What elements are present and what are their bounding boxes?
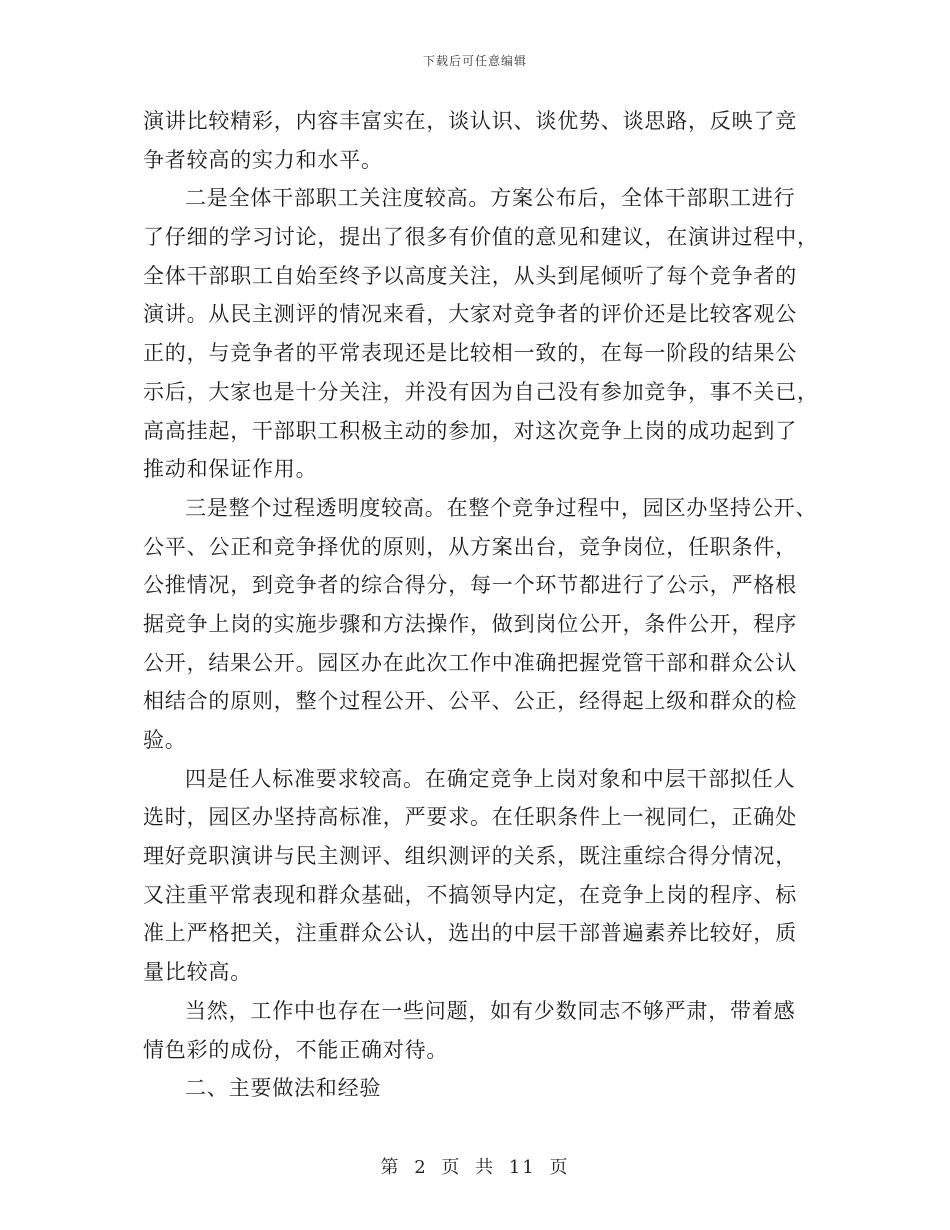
text-line: 验。 <box>143 728 187 752</box>
paragraph-start-line: 三是整个过程透明度较高。在整个竞争过程中，园区办坚持公开、 <box>185 495 818 520</box>
page-header: 下载后可任意编辑 <box>422 54 527 68</box>
paragraph-start-line: 二是全体干部职工关注度较高。方案公布后，全体干部职工进行 <box>185 186 796 211</box>
text-line: 公平、公正和竞争择优的原则，从方案出台，竞争岗位，任职条件， <box>143 534 797 559</box>
paragraph-start-line: 当然，工作中也存在一些问题，如有少数同志不够严肃，带着感 <box>185 998 796 1023</box>
paragraph-start-line: 四是任人标准要求较高。在确定竞争上岗对象和中层干部拟任人 <box>185 766 796 791</box>
text-line: 情色彩的成份，不能正确对待。 <box>143 1037 449 1062</box>
text-line: 相结合的原则，整个过程公开、公平、公正，经得起上级和群众的检 <box>143 689 797 714</box>
document-body <box>143 102 819 1108</box>
text-line: 争者较高的实力和水平。 <box>143 147 383 172</box>
text-line: 据竞争上岗的实施步骤和方法操作，做到岗位公开，条件公开，程序 <box>143 611 797 636</box>
section-heading: 二、主要做法和经验 <box>185 1076 382 1101</box>
page-number-footer: 第 2 页 共 11 页 <box>380 1157 570 1178</box>
text-line: 理好竞职演讲与民主测评、组织测评的关系，既注重综合得分情况， <box>143 844 797 869</box>
text-line: 公开，结果公开。园区办在此次工作中准确把握党管干部和群众公认 <box>143 650 797 675</box>
text-line: 又注重平常表现和群众基础，不搞领导内定，在竞争上岗的程序、标 <box>143 882 797 907</box>
text-line: 了仔细的学习讨论，提出了很多有价值的意见和建议，在演讲过程中， <box>143 225 819 250</box>
text-line: 选时，园区办坚持高标准，严要求。在任职条件上一视同仁，正确处 <box>143 805 797 830</box>
text-line: 全体干部职工自始至终予以高度关注，从头到尾倾听了每个竞争者的 <box>143 263 797 288</box>
text-line: 公推情况，到竞争者的综合得分，每一个环节都进行了公示，严格根 <box>143 573 797 598</box>
text-line: 演讲比较精彩，内容丰富实在，谈认识、谈优势、谈思路，反映了竞 <box>143 109 797 133</box>
text-line: 高高挂起，干部职工积极主动的参加，对这次竞争上岗的成功起到了 <box>143 418 797 443</box>
text-line: 演讲。从民主测评的情况来看，大家对竞争者的评价还是比较客观公 <box>143 302 797 327</box>
text-line: 量比较高。 <box>143 960 252 985</box>
text-line: 示后，大家也是十分关注，并没有因为自己没有参加竞争，事不关已， <box>143 379 819 404</box>
text-line: 准上严格把关，注重群众公认，选出的中层干部普遍素养比较好，质 <box>143 921 797 946</box>
text-line: 推动和保证作用。 <box>143 457 318 482</box>
text-line: 正的，与竞争者的平常表现还是比较相一致的，在每一阶段的结果公 <box>143 341 797 366</box>
